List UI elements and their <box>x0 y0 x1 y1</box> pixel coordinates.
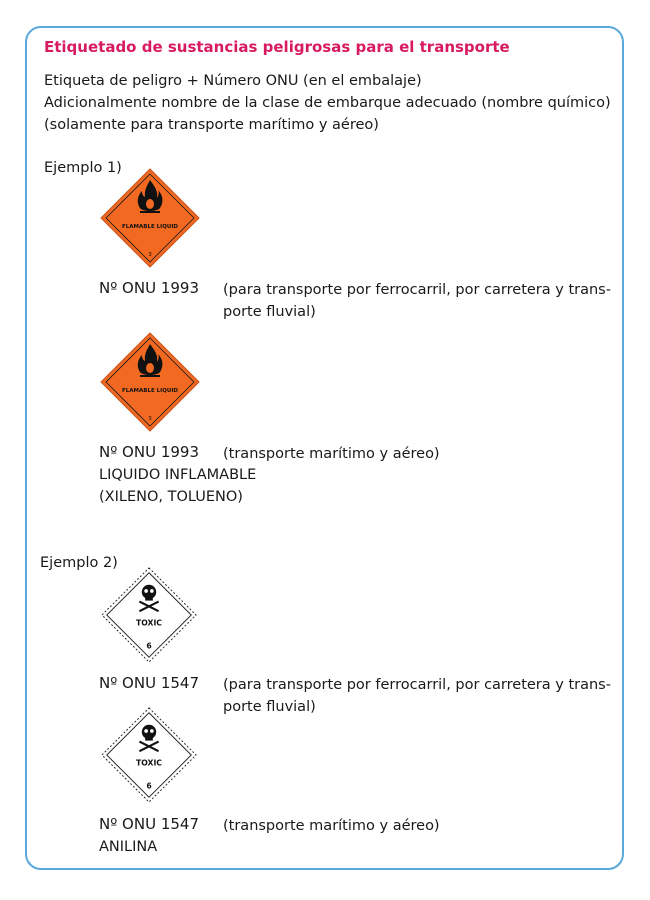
onu-code: Nº ONU 1993 <box>99 279 200 297</box>
transport-note: (transporte marítimo y aéreo) <box>223 446 440 462</box>
class-number: 6 <box>146 781 152 791</box>
transport-note: (transporte marítimo y aéreo) <box>223 818 440 834</box>
intro-line-1: Etiqueta de peligro + Número ONU (en el embalaje) <box>44 73 422 89</box>
toxic-label-1 <box>101 567 197 663</box>
flammable-liquid-label-1 <box>100 168 200 268</box>
flammable-liquid-label-2 <box>100 332 200 432</box>
toxic-label-2 <box>101 707 197 803</box>
onu-code: Nº ONU 1547 <box>99 815 200 833</box>
class-number: 6 <box>146 641 152 651</box>
example-2-label: Ejemplo 2) <box>40 555 118 571</box>
toxic-text: TOXIC <box>136 758 162 768</box>
intro-line-2: Adicionalmente nombre de la clase de embarque adecuado (nombre químico) <box>44 95 611 111</box>
class-number: 3 <box>148 252 152 258</box>
transport-note: (para transporte por ferrocarril, por carretera y trans- <box>223 677 611 693</box>
substance-name: (XILENO, TOLUENO) <box>99 489 243 505</box>
transport-note: (para transporte por ferrocarril, por carretera y trans- <box>223 282 611 298</box>
intro-line-3: (solamente para transporte marítimo y aéreo) <box>44 117 379 133</box>
example-1-label: Ejemplo 1) <box>44 160 122 176</box>
onu-code: Nº ONU 1993 <box>99 443 200 461</box>
substance-name: ANILINA <box>99 839 158 855</box>
substance-name: LIQUIDO INFLAMABLE <box>99 467 257 483</box>
transport-note: porte fluvial) <box>223 699 316 715</box>
class-number: 3 <box>148 416 152 422</box>
toxic-text: TOXIC <box>136 618 162 628</box>
flammable-text: FLAMABLE LIQUID <box>122 388 178 394</box>
transport-note: porte fluvial) <box>223 304 316 320</box>
page-title: Etiquetado de sustancias peligrosas para el transporte <box>44 38 510 56</box>
flammable-text: FLAMABLE LIQUID <box>122 224 178 230</box>
onu-code: Nº ONU 1547 <box>99 674 200 692</box>
